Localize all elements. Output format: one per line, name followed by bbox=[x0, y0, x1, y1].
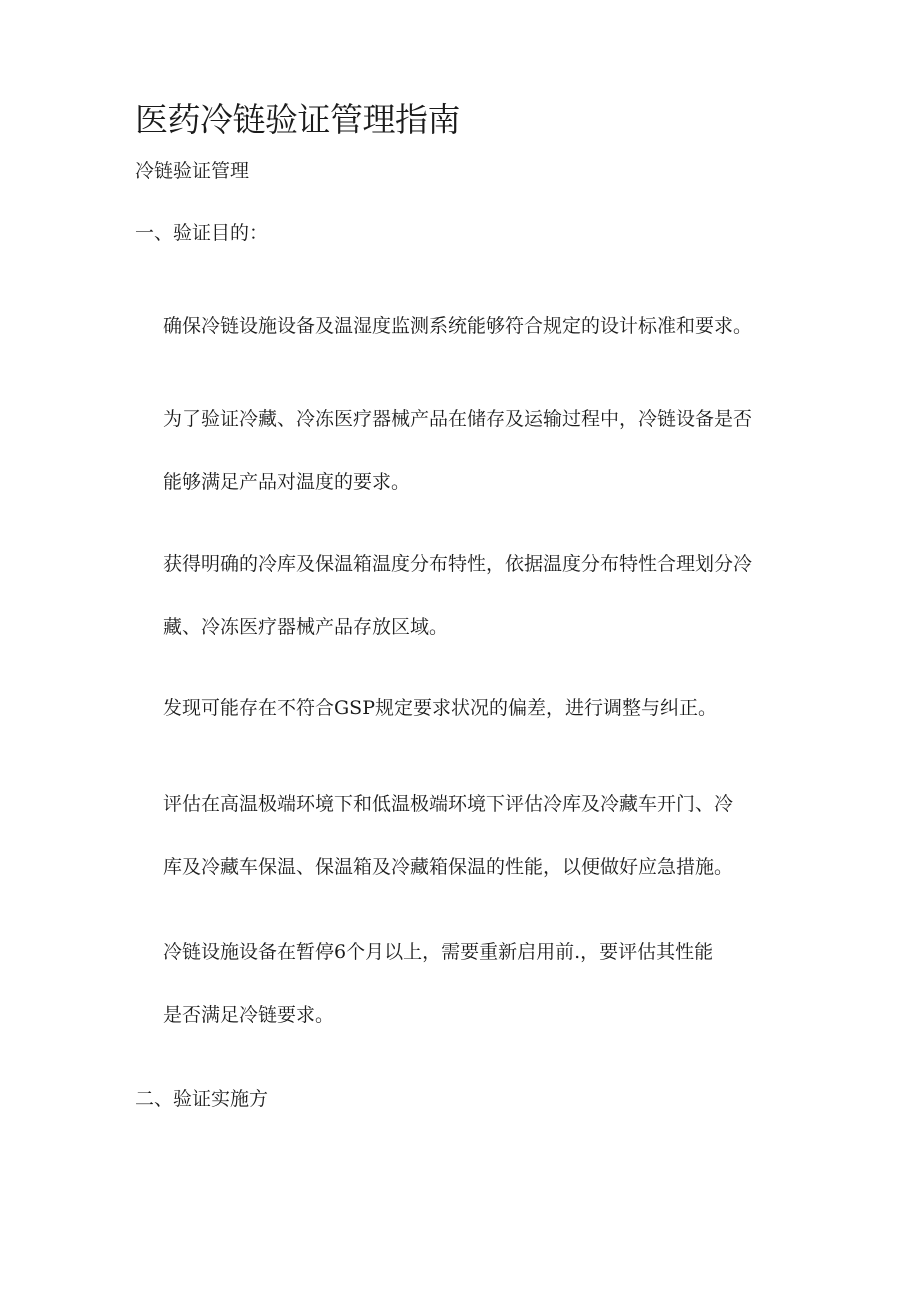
paragraph-line: 确保冷链设施设备及温湿度监测系统能够符合规定的设计标准和要求。 bbox=[163, 315, 753, 337]
paragraph-line: 是否满足冷链要求。 bbox=[163, 1004, 335, 1026]
paragraph-4 bbox=[163, 694, 803, 722]
paragraph-line: 发现可能存在不符合GSP规定要求状况的偏差，进行调整与纠正。 bbox=[163, 697, 717, 719]
document-title: 医药冷链验证管理指南 bbox=[135, 100, 460, 139]
paragraph-line: 库及冷藏车保温、保温箱及冷藏箱保温的性能，以便做好应急措施。 bbox=[163, 856, 734, 878]
paragraph-1 bbox=[163, 312, 803, 340]
document-subtitle: 冷链验证管理 bbox=[135, 160, 250, 182]
section-heading-purpose: 一、验证目的： bbox=[135, 222, 269, 244]
paragraph-6 bbox=[163, 938, 803, 1029]
section-heading-implementation: 二、验证实施方 bbox=[135, 1088, 269, 1110]
paragraph-2 bbox=[163, 405, 803, 496]
paragraph-line: 藏、冷冻医疗器械产品存放区域。 bbox=[163, 616, 449, 638]
paragraph-line: 评估在高温极端环境下和低温极端环境下评估冷库及冷藏车开门、冷 bbox=[163, 793, 734, 815]
paragraph-3 bbox=[163, 550, 803, 641]
paragraph-line: 能够满足产品对温度的要求。 bbox=[163, 471, 411, 493]
paragraph-line: 冷链设施设备在暂停6个月以上，需要重新启用前.，要评估其性能 bbox=[163, 941, 714, 963]
paragraph-line: 为了验证冷藏、冷冻医疗器械产品在储存及运输过程中，冷链设备是否 bbox=[163, 408, 753, 430]
paragraph-line: 获得明确的冷库及保温箱温度分布特性，依据温度分布特性合理划分冷 bbox=[163, 553, 753, 575]
paragraph-5 bbox=[163, 790, 803, 881]
